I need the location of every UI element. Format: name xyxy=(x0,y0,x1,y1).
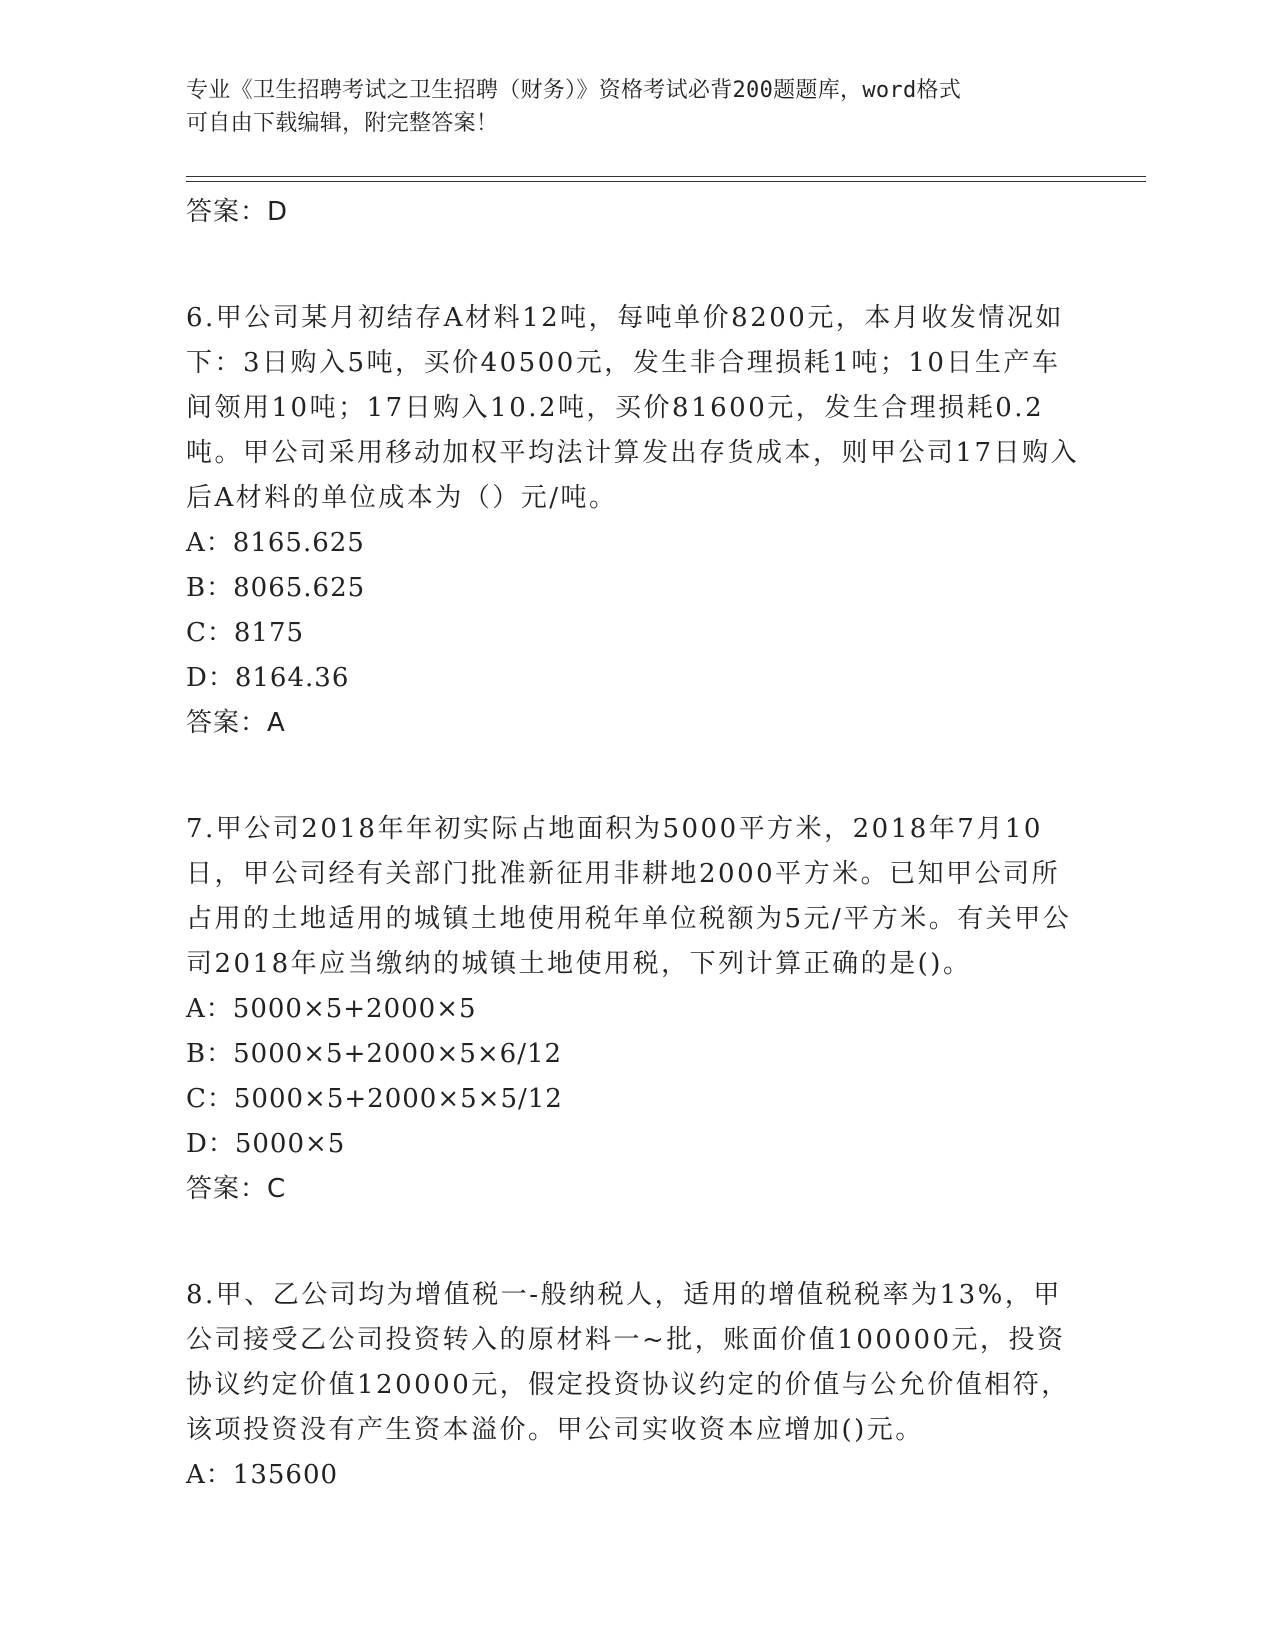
question-6-option-b: B：8065.625 xyxy=(186,573,366,603)
header-line-1: 专业《卫生招聘考试之卫生招聘（财务）》资格考试必背200题题库，word格式 xyxy=(186,78,962,103)
question-6-text: 6.甲公司某月初结存A材料12吨，每吨单价8200元，本月收发情况如下：3日购入5吨，买价40500元，发生非合理损耗1吨；10日生产车间领用10吨；17日购入10.2吨，买价81600元，发生合理损耗0.2吨。甲公司采用移动加权平均法计算发出存货成本，则甲公司17日购入后A材料的单位成本为（）元/吨。 xyxy=(186,303,1080,513)
question-7-answer: 答案：C xyxy=(186,1174,287,1204)
document-body xyxy=(186,190,1086,1498)
answer-previous: 答案：D xyxy=(186,197,289,227)
question-7-text: 7.甲公司2018年年初实际占地面积为5000平方米，2018年7月10日，甲公司经有关部门批准新征用非耕地2000平方米。已知甲公司所占用的土地适用的城镇土地使用税年单位税额为5元/平方米。有关甲公司2018年应当缴纳的城镇土地使用税，下列计算正确的是()。 xyxy=(186,814,1072,979)
question-7-option-b: B：5000×5+2000×5×6/12 xyxy=(186,1039,563,1069)
header-divider-bottom xyxy=(186,181,1146,182)
header-divider-top xyxy=(186,176,1146,177)
question-6-option-a: A：8165.625 xyxy=(186,528,365,558)
question-6-option-d: D：8164.36 xyxy=(186,663,350,693)
header-line-2: 可自由下载编辑，附完整答案！ xyxy=(186,111,499,136)
question-8-option-a: A：135600 xyxy=(186,1460,339,1490)
page-header xyxy=(186,74,1066,140)
question-7-option-a: A：5000×5+2000×5 xyxy=(186,994,477,1024)
question-6-answer: 答案：A xyxy=(186,708,286,738)
question-8-text: 8.甲、乙公司均为增值税一-般纳税人，适用的增值税税率为13%，甲公司接受乙公司投资转入的原材料一~批，账面价值100000元，投资协议约定价值120000元，假定投资协议约定的价值与公允价值相符，该项投资没有产生资本溢价。甲公司实收资本应增加()元。 xyxy=(186,1280,1070,1445)
question-6-option-c: C：8175 xyxy=(186,618,305,648)
question-7-option-d: D：5000×5 xyxy=(186,1129,346,1159)
question-7-option-c: C：5000×5+2000×5×5/12 xyxy=(186,1084,563,1114)
